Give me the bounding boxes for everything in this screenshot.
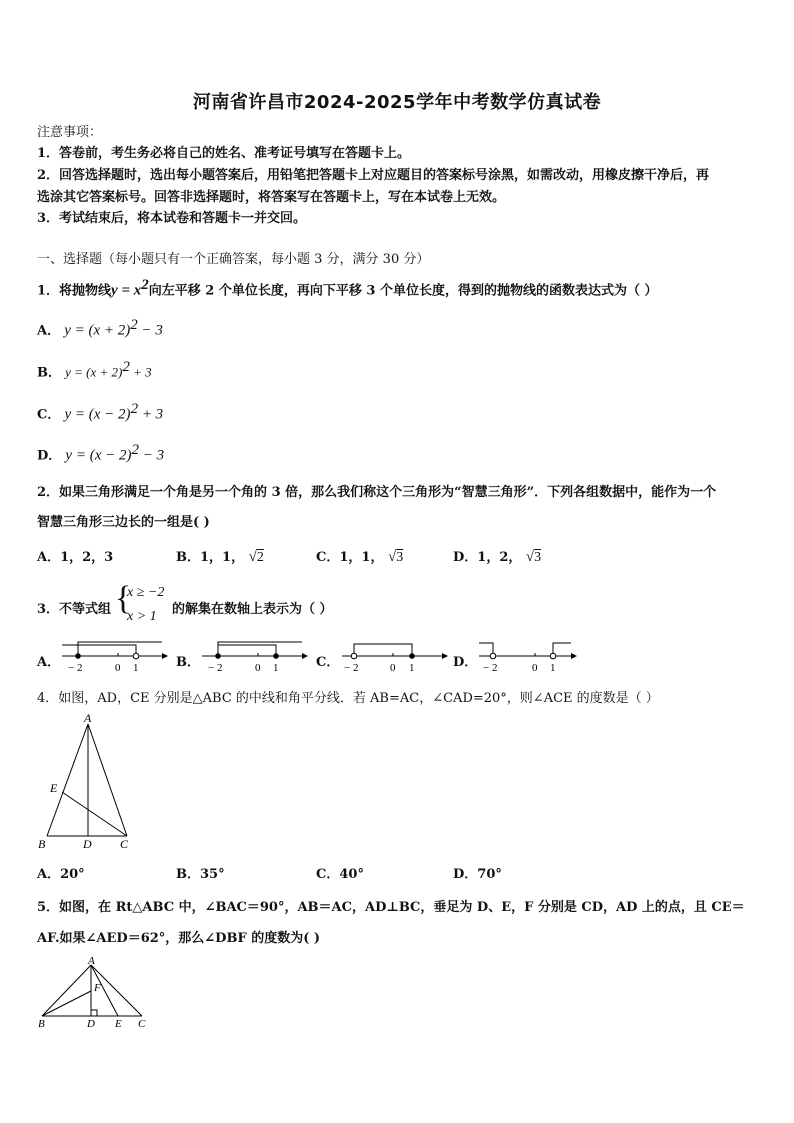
svg-text:B: B — [38, 1018, 45, 1030]
number-line-c — [338, 636, 448, 676]
notice-line-2: 2．回答选择题时，选出每小题答案后，用铅笔把答题卡上对应题目的答案标号涂黑，如需改动，用橡皮擦干净后，再 — [37, 168, 710, 183]
q3-option-c-label[interactable]: C． — [316, 655, 340, 670]
svg-text:0: 0 — [390, 662, 396, 674]
q5-triangle-figure — [34, 953, 154, 1033]
svg-text:D: D — [87, 1018, 95, 1030]
q2-option-a[interactable]: A．1，2，3 — [37, 550, 114, 565]
q1-post: 向左平移 2 个单位长度，再向下平移 3 个单位长度，得到的抛物线的函数表达式为（ ） — [148, 283, 658, 299]
q1-pre: 1．将抛物线 — [37, 283, 112, 299]
notice-line-4: 3．考试结束后，将本试卷和答题卡一并交回。 — [37, 211, 307, 226]
q3-post: 的解集在数轴上表示为（ ） — [172, 602, 333, 617]
q4-option-b[interactable]: B．35° — [176, 867, 225, 882]
svg-text:A: A — [84, 711, 92, 725]
tick-1: 1 — [133, 662, 139, 674]
svg-text:B: B — [38, 837, 46, 851]
number-line-a — [58, 636, 168, 676]
q2-option-d[interactable]: D．1，2， √3 — [453, 549, 542, 565]
notice-line-1: 1．答卷前，考生务必将自己的姓名、准考证号填写在答题卡上。 — [37, 146, 411, 161]
q2-option-b[interactable]: B．1，1， √2 — [176, 549, 264, 565]
svg-text:E: E — [50, 781, 58, 795]
svg-text:E: E — [115, 1018, 122, 1030]
notice-line-3: 选涂其它答案标号。回答非选择题时，将答案写在答题卡上，写在本试卷上无效。 — [37, 190, 506, 205]
q4-triangle-figure — [34, 710, 144, 852]
svg-text:0: 0 — [532, 662, 538, 674]
q1-option-d[interactable]: D． $y = (x - 2)^2 - 3$ — [37, 442, 165, 464]
svg-text:− 2: − 2 — [344, 662, 359, 674]
q1-expr: y = x — [111, 282, 142, 299]
q1-option-b[interactable]: B． $y = (x + 2)^2 + 3$ — [37, 359, 152, 381]
q1-option-a[interactable]: A． $y = (x + 2)^2 - 3$ — [37, 317, 163, 339]
q1-option-c[interactable]: C． $y = (x - 2)^2 + 3$ — [37, 401, 164, 423]
q4-option-d[interactable]: D．70° — [453, 867, 502, 882]
q3-option-a-label[interactable]: A． — [37, 655, 61, 670]
svg-text:0: 0 — [255, 662, 261, 674]
svg-text:1: 1 — [409, 662, 415, 674]
svg-text:1: 1 — [273, 662, 279, 674]
svg-text:D: D — [83, 837, 92, 851]
q1-exp: 2 — [141, 277, 149, 293]
q3-ineq-2: x > 1 — [127, 609, 157, 624]
notice-heading: 注意事项： — [37, 125, 103, 140]
svg-text:C: C — [120, 837, 129, 851]
q2-stem-line-1: 2．如果三角形满足一个角是另一个角的 3 倍，那么我们称这个三角形为“智慧三角形”．下列各组数据中，能作为一个 — [37, 485, 717, 500]
svg-text:A: A — [88, 955, 95, 967]
sqrt-icon: √ — [525, 549, 535, 565]
q4-option-c[interactable]: C．40° — [316, 867, 364, 882]
svg-text:1: 1 — [550, 662, 556, 674]
svg-text:C: C — [138, 1018, 146, 1030]
svg-text:− 2: − 2 — [208, 662, 223, 674]
q1-stem — [37, 277, 658, 299]
q4-option-a[interactable]: A．20° — [37, 867, 85, 882]
q4-stem: 4．如图，AD，CE 分别是△ABC 的中线和角平分线．若 AB=AC，∠CAD=20°，则∠ACE 的度数是（ ） — [37, 691, 659, 706]
q3-ineq-1: x ≥ −2 — [127, 585, 165, 600]
q5-stem-line-2: AF.如果∠AED＝62°，那么∠DBF 的度数为( ) — [37, 931, 321, 946]
number-line-b — [198, 636, 308, 676]
number-line-d — [475, 636, 585, 676]
section-heading: 一、选择题（每小题只有一个正确答案，每小题 3 分，满分 30 分） — [37, 252, 430, 267]
q3-option-b-label[interactable]: B． — [176, 655, 200, 670]
svg-text:F: F — [94, 982, 101, 994]
q2-option-c[interactable]: C．1，1， √3 — [316, 549, 404, 565]
tick-neg2: − 2 — [68, 662, 83, 674]
q3-option-d-label[interactable]: D． — [453, 655, 478, 670]
brace-icon: { — [115, 580, 132, 617]
q5-stem-line-1: 5．如图，在 Rt△ABC 中，∠BAC＝90°，AB＝AC，AD⊥BC，垂足为 D、E，F 分别是 CD，AD 上的点，且 CE＝ — [37, 900, 745, 915]
page-title: 河南省许昌市2024-2025学年中考数学仿真试卷 — [192, 92, 602, 113]
svg-text:− 2: − 2 — [483, 662, 498, 674]
sqrt-icon: √ — [248, 549, 257, 565]
sqrt-icon: √ — [387, 549, 397, 565]
tick-0: 0 — [115, 662, 121, 674]
q3-pre: 3．不等式组 — [37, 602, 112, 617]
q2-stem-line-2: 智慧三角形三边长的一组是( ) — [37, 515, 210, 530]
